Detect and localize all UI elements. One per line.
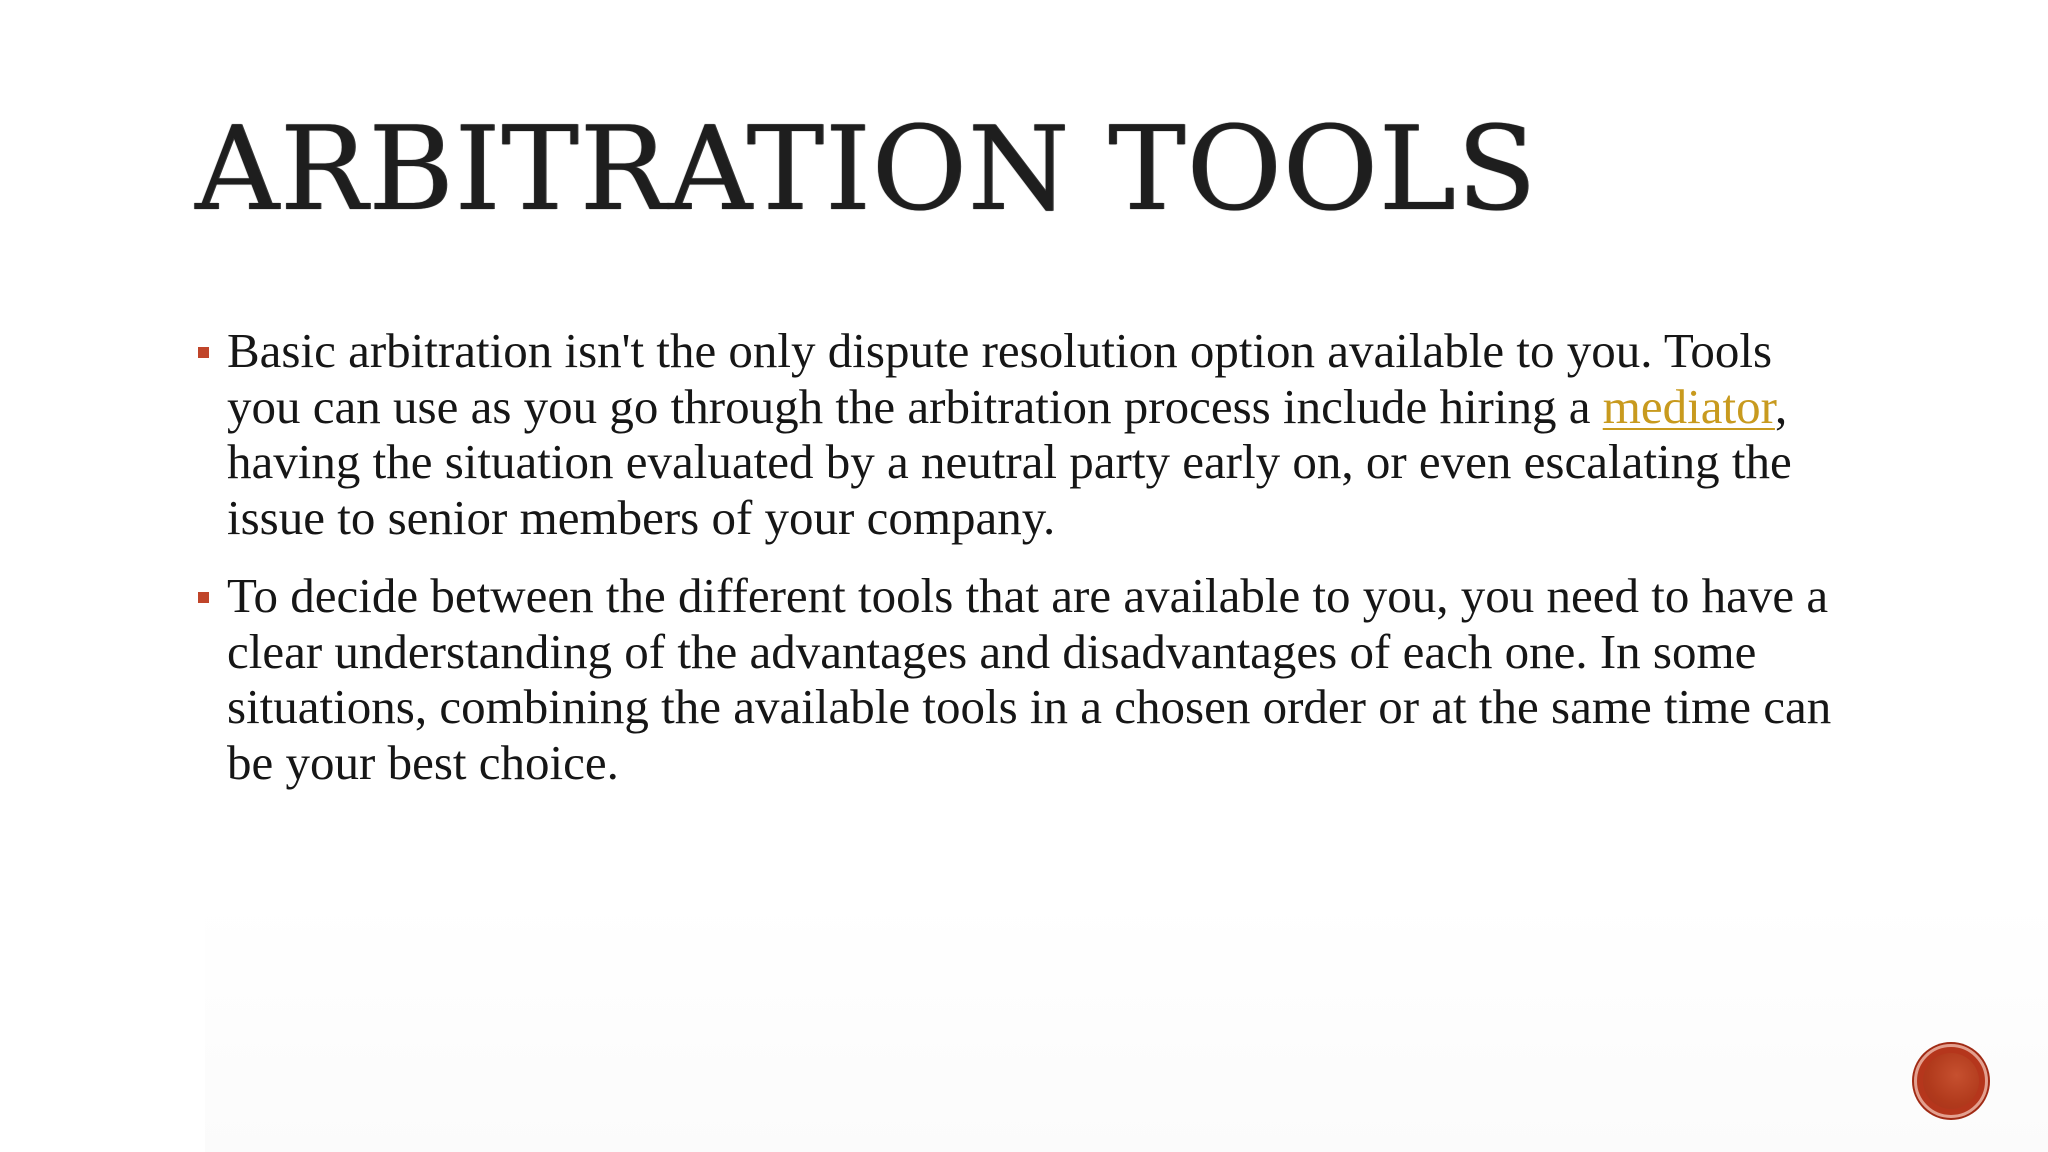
background-shade xyxy=(205,900,2048,1152)
bullet-text-continued: , having the situation evaluated by a neutral party early on, or even escalating the issue to senior members of your company. xyxy=(227,378,1792,545)
bullet-item xyxy=(195,323,1855,545)
bullet-square-icon xyxy=(198,592,209,603)
bullet-text: Basic arbitration isn't the only dispute resolution option available to you. Tools you can use as you go through the arbitration process include hiring a xyxy=(227,323,1773,434)
bullet-text: To decide between the different tools that are available to you, you need to have a clear understanding of the advantages and disadvantages of each one. In some situations, combining the available tools in a chosen order or at the same time can be your best choice. xyxy=(227,568,1832,790)
slide-title: ARBITRATION TOOLS xyxy=(195,102,1538,237)
mediator-link[interactable]: mediator xyxy=(1602,378,1775,434)
bullet-item xyxy=(195,568,1855,790)
bullet-square-icon xyxy=(198,347,209,358)
bullet-list xyxy=(195,323,1855,813)
slide-nav-button[interactable] xyxy=(1914,1044,1988,1118)
